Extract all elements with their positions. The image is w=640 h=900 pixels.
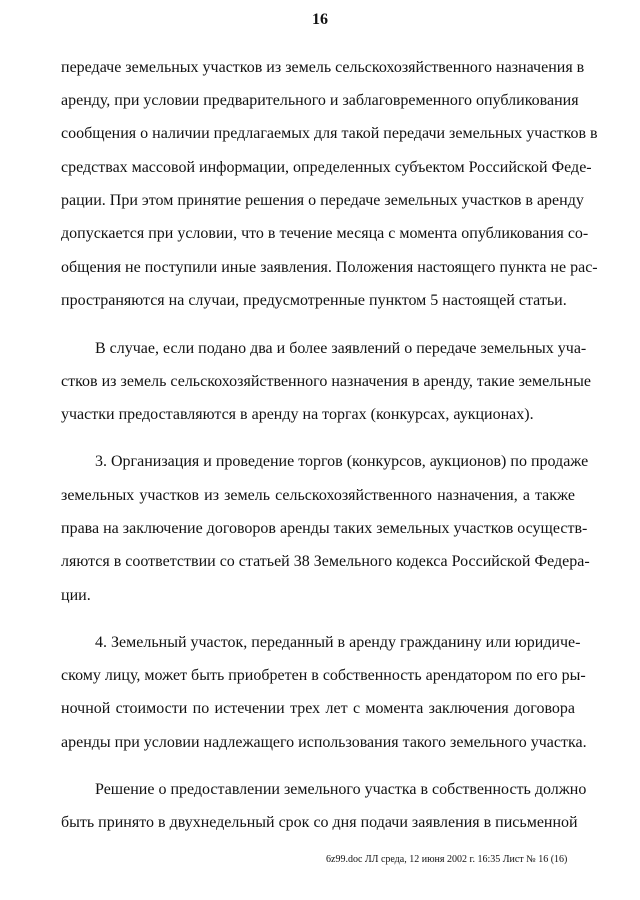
text-line: права на заключение договоров аренды таких земельных участков осуществ- xyxy=(61,520,588,537)
text-line: рации. При этом принятие решения о передаче земельных участков в аренду xyxy=(61,192,584,209)
text-line: ляются в соответствии со статьей 38 Земельного кодекса Российской Федера- xyxy=(61,553,590,570)
text-line: аренду, при условии предварительного и заблаговременного опубликования xyxy=(61,92,579,109)
text-line: ции. xyxy=(61,587,91,604)
text-line: В случае, если подано два и более заявлений о передаче земельных уча- xyxy=(95,340,587,357)
text-line: земельных участков из земель сельскохозяйственного назначения, а также xyxy=(61,487,575,504)
text-line: ночной стоимости по истечении трех лет с момента заключения договора xyxy=(61,700,575,717)
text-line: быть принято в двухнедельный срок со дня подачи заявления в письменной xyxy=(61,814,578,831)
text-line: скому лицу, может быть приобретен в собственность арендатором по его ры- xyxy=(61,667,586,684)
page-number: 16 xyxy=(312,11,328,28)
text-line: 3. Организация и проведение торгов (конкурсов, аукционов) по продаже xyxy=(95,453,589,470)
text-line: сообщения о наличии предлагаемых для такой передачи земельных участков в xyxy=(61,125,598,142)
document-footer: 6z99.doc ЛЛ среда, 12 июня 2002 г. 16:35 Лист № 16 (16) xyxy=(326,854,568,865)
text-line: аренды при условии надлежащего использования такого земельного участка. xyxy=(61,734,587,751)
text-line: 4. Земельный участок, переданный в аренду гражданину или юридиче- xyxy=(95,634,581,651)
text-line: допускается при условии, что в течение месяца с момента опубликования со- xyxy=(61,225,589,242)
text-line: стков из земель сельскохозяйственного назначения в аренду, такие земельные xyxy=(61,373,591,390)
text-line: средствах массовой информации, определенных субъектом Российской Феде- xyxy=(61,159,592,176)
text-line: Решение о предоставлении земельного участка в собственность должно xyxy=(95,781,587,798)
text-line: участки предоставляются в аренду на торгах (конкурсах, аукционах). xyxy=(61,406,534,423)
text-line: пространяются на случаи, предусмотренные пунктом 5 настоящей статьи. xyxy=(61,292,567,309)
text-line: передаче земельных участков из земель сельскохозяйственного назначения в xyxy=(61,59,585,76)
text-line: общения не поступили иные заявления. Положения настоящего пункта не рас- xyxy=(61,259,598,276)
